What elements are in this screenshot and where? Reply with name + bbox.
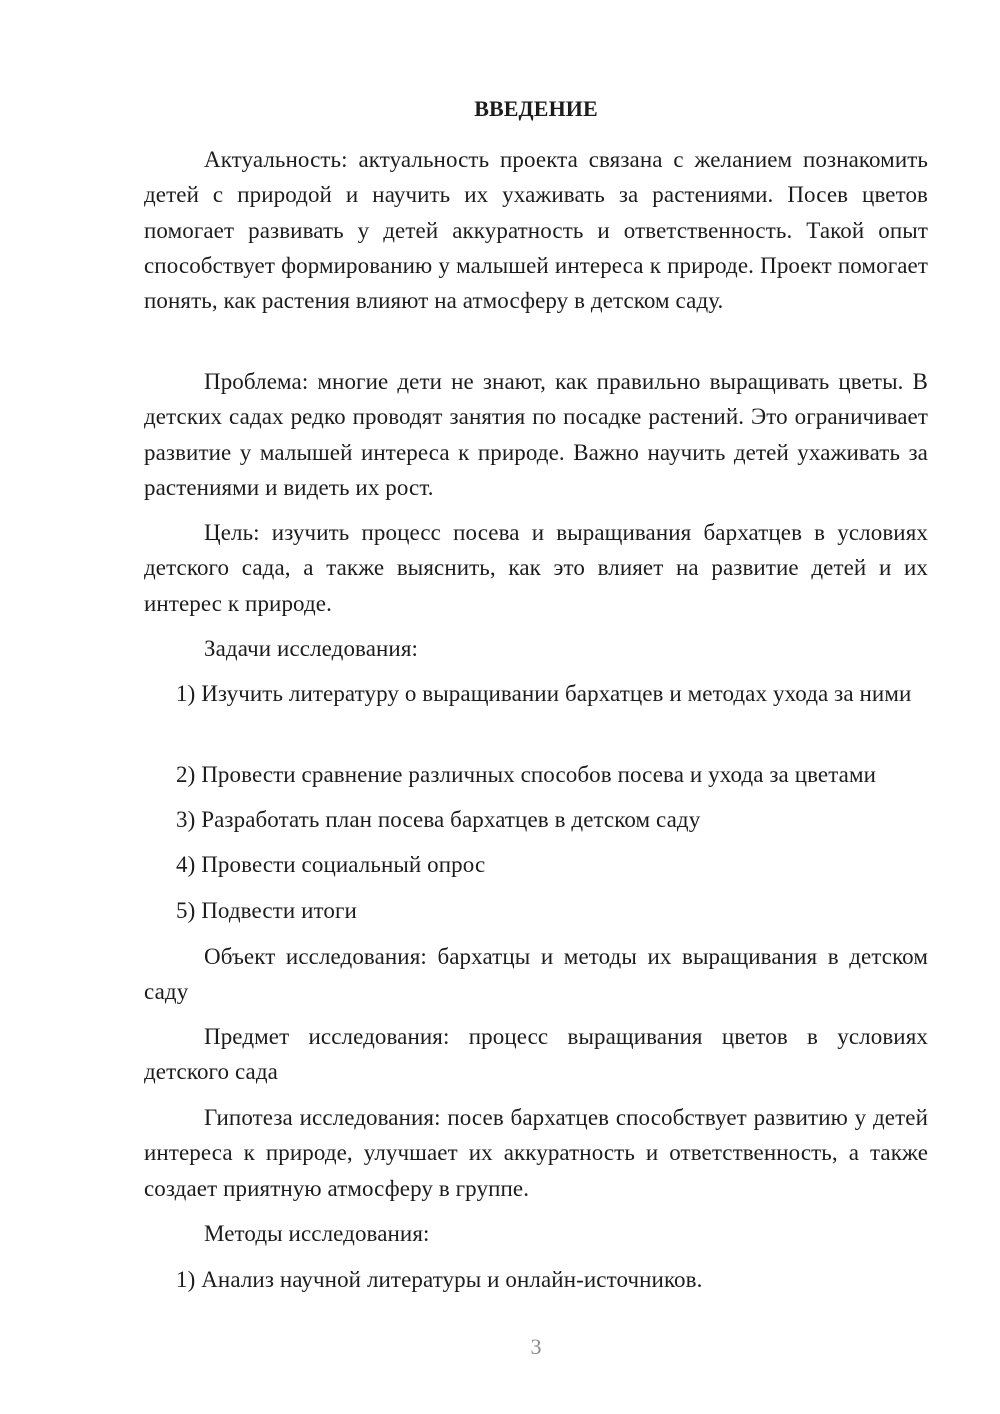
task-item: 5) Подвести итоги (176, 898, 357, 923)
paragraph-goal: Цель: изучить процесс посева и выращивания бархатцев в условиях детского сада, а также выяснить, как это влияет на развитие детей и их интерес к природе. (144, 520, 928, 616)
task-item: 1) Изучить литературу о выращивании бархатцев и методах ухода за ними (176, 681, 912, 706)
paragraph-object: Объект исследования: бархатцы и методы их выращивания в детском саду (144, 944, 928, 1005)
methods-heading: Методы исследования: (204, 1221, 430, 1246)
section-title: ВВЕДЕНИЕ (474, 96, 598, 121)
task-item: 3) Разработать план посева бархатцев в детском саду (176, 807, 701, 832)
paragraph-subject: Предмет исследования: процесс выращивания цветов в условиях детского сада (144, 1024, 928, 1085)
page-number: 3 (530, 1334, 542, 1359)
paragraph-relevance: Актуальность: актуальность проекта связана с желанием познакомить детей с природой и научить их ухаживать за растениями. Посев цветов помогает развивать у детей аккуратность и ответственность. Такой опыт способствует формированию у малышей интереса к природе. Проект помогает понять, как растения влияют на атмосферу в детском саду. (144, 147, 928, 314)
method-item: 1) Анализ научной литературы и онлайн-источников. (176, 1267, 703, 1292)
paragraph-problem: Проблема: многие дети не знают, как правильно выращивать цветы. В детских садах редко проводят занятия по посадке растений. Это ограничивает развитие у малышей интереса к природе. Важно научить детей ухаживать за растениями и видеть их рост. (144, 369, 928, 500)
task-item: 2) Провести сравнение различных способов посева и ухода за цветами (176, 762, 877, 787)
paragraph-hypothesis: Гипотеза исследования: посев бархатцев способствует развитию у детей интереса к природе, улучшает их аккуратность и ответственность, а также создает приятную атмосферу в группе. (144, 1105, 928, 1201)
tasks-heading: Задачи исследования: (204, 636, 419, 661)
task-item: 4) Провести социальный опрос (176, 852, 486, 877)
